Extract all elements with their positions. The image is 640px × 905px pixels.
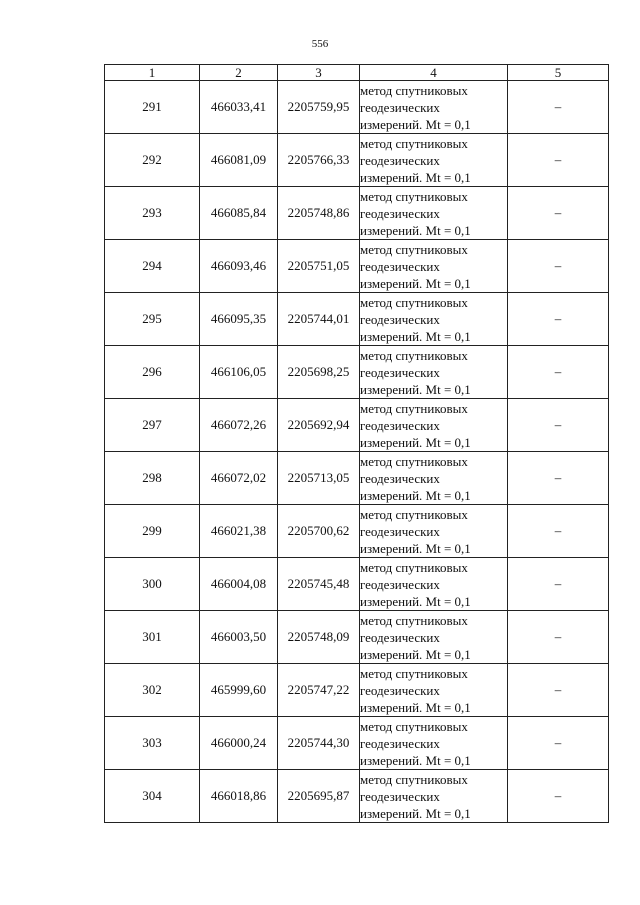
method-line: метод спутниковых — [360, 82, 468, 98]
coord-x: 466033,41 — [200, 81, 278, 134]
method-cell — [360, 717, 508, 770]
coord-x: 466021,38 — [200, 505, 278, 558]
header-col-3: 3 — [278, 65, 360, 81]
note-cell: – — [508, 81, 609, 134]
method-line: измерений. Mt = 0,1 — [360, 328, 471, 344]
method-line: измерений. Mt = 0,1 — [360, 487, 471, 503]
note-cell: – — [508, 611, 609, 664]
method-line: метод спутниковых — [360, 135, 468, 151]
table-row — [105, 399, 609, 452]
method-line: измерений. Mt = 0,1 — [360, 222, 471, 238]
method-line: геодезических — [360, 99, 440, 115]
coord-y: 2205745,48 — [278, 558, 360, 611]
coord-x: 466004,08 — [200, 558, 278, 611]
coord-y: 2205759,95 — [278, 81, 360, 134]
method-line: геодезических — [360, 682, 440, 698]
table-row — [105, 558, 609, 611]
method-cell — [360, 611, 508, 664]
method-line: метод спутниковых — [360, 506, 468, 522]
method-line: метод спутниковых — [360, 453, 468, 469]
method-line: метод спутниковых — [360, 665, 468, 681]
point-number: 297 — [105, 399, 200, 452]
method-line: геодезических — [360, 311, 440, 327]
point-number: 295 — [105, 293, 200, 346]
point-number: 291 — [105, 81, 200, 134]
method-line: измерений. Mt = 0,1 — [360, 805, 471, 821]
method-line: геодезических — [360, 576, 440, 592]
method-line: метод спутниковых — [360, 718, 468, 734]
coord-y: 2205700,62 — [278, 505, 360, 558]
point-number: 293 — [105, 187, 200, 240]
note-cell: – — [508, 399, 609, 452]
note-cell: – — [508, 717, 609, 770]
method-line: измерений. Mt = 0,1 — [360, 752, 471, 768]
point-number: 301 — [105, 611, 200, 664]
table-row — [105, 452, 609, 505]
method-line: метод спутниковых — [360, 771, 468, 787]
method-line: геодезических — [360, 735, 440, 751]
coord-y: 2205747,22 — [278, 664, 360, 717]
coord-x: 466081,09 — [200, 134, 278, 187]
header-col-2: 2 — [200, 65, 278, 81]
method-cell — [360, 81, 508, 134]
header-col-1: 1 — [105, 65, 200, 81]
coord-x: 466093,46 — [200, 240, 278, 293]
coord-y: 2205698,25 — [278, 346, 360, 399]
method-line: метод спутниковых — [360, 559, 468, 575]
method-line: измерений. Mt = 0,1 — [360, 116, 471, 132]
point-number: 298 — [105, 452, 200, 505]
coord-y: 2205692,94 — [278, 399, 360, 452]
table-header-row — [105, 65, 609, 81]
coord-y: 2205766,33 — [278, 134, 360, 187]
coordinates-table — [104, 64, 609, 823]
coord-y: 2205748,86 — [278, 187, 360, 240]
coord-x: 465999,60 — [200, 664, 278, 717]
method-cell — [360, 134, 508, 187]
coord-x: 466072,02 — [200, 452, 278, 505]
method-line: измерений. Mt = 0,1 — [360, 699, 471, 715]
method-line: измерений. Mt = 0,1 — [360, 540, 471, 556]
method-line: геодезических — [360, 364, 440, 380]
method-cell — [360, 346, 508, 399]
method-line: геодезических — [360, 417, 440, 433]
note-cell: – — [508, 770, 609, 823]
method-line: метод спутниковых — [360, 188, 468, 204]
table-body — [105, 81, 609, 823]
method-cell — [360, 240, 508, 293]
point-number: 294 — [105, 240, 200, 293]
table-row — [105, 187, 609, 240]
header-col-4: 4 — [360, 65, 508, 81]
method-line: геодезических — [360, 205, 440, 221]
coord-x: 466072,26 — [200, 399, 278, 452]
point-number: 303 — [105, 717, 200, 770]
point-number: 300 — [105, 558, 200, 611]
method-line: измерений. Mt = 0,1 — [360, 434, 471, 450]
table-row — [105, 770, 609, 823]
coord-x: 466018,86 — [200, 770, 278, 823]
method-cell — [360, 558, 508, 611]
point-number: 302 — [105, 664, 200, 717]
coord-y: 2205748,09 — [278, 611, 360, 664]
note-cell: – — [508, 452, 609, 505]
coord-y: 2205744,01 — [278, 293, 360, 346]
table-row — [105, 81, 609, 134]
coord-x: 466106,05 — [200, 346, 278, 399]
note-cell: – — [508, 293, 609, 346]
coord-y: 2205713,05 — [278, 452, 360, 505]
table-row — [105, 505, 609, 558]
method-cell — [360, 664, 508, 717]
point-number: 296 — [105, 346, 200, 399]
method-line: метод спутниковых — [360, 241, 468, 257]
note-cell: – — [508, 187, 609, 240]
method-line: измерений. Mt = 0,1 — [360, 169, 471, 185]
table-row — [105, 717, 609, 770]
note-cell: – — [508, 134, 609, 187]
method-line: геодезических — [360, 629, 440, 645]
method-line: метод спутниковых — [360, 400, 468, 416]
note-cell: – — [508, 558, 609, 611]
header-col-5: 5 — [508, 65, 609, 81]
coord-y: 2205751,05 — [278, 240, 360, 293]
coord-x: 466095,35 — [200, 293, 278, 346]
coord-x: 466000,24 — [200, 717, 278, 770]
method-line: геодезических — [360, 470, 440, 486]
coord-y: 2205695,87 — [278, 770, 360, 823]
method-cell — [360, 399, 508, 452]
method-line: геодезических — [360, 152, 440, 168]
note-cell: – — [508, 664, 609, 717]
table-row — [105, 293, 609, 346]
method-line: геодезических — [360, 258, 440, 274]
table-row — [105, 134, 609, 187]
method-cell — [360, 770, 508, 823]
method-cell — [360, 505, 508, 558]
page-number: 556 — [311, 38, 329, 50]
method-line: измерений. Mt = 0,1 — [360, 646, 471, 662]
method-line: измерений. Mt = 0,1 — [360, 381, 471, 397]
note-cell: – — [508, 346, 609, 399]
point-number: 304 — [105, 770, 200, 823]
coord-y: 2205744,30 — [278, 717, 360, 770]
method-line: метод спутниковых — [360, 612, 468, 628]
method-line: измерений. Mt = 0,1 — [360, 593, 471, 609]
method-cell — [360, 187, 508, 240]
method-line: измерений. Mt = 0,1 — [360, 275, 471, 291]
note-cell: – — [508, 240, 609, 293]
method-line: метод спутниковых — [360, 347, 468, 363]
table-row — [105, 611, 609, 664]
point-number: 299 — [105, 505, 200, 558]
note-cell: – — [508, 505, 609, 558]
method-line: метод спутниковых — [360, 294, 468, 310]
coord-x: 466085,84 — [200, 187, 278, 240]
table-row — [105, 346, 609, 399]
method-line: геодезических — [360, 788, 440, 804]
method-cell — [360, 452, 508, 505]
method-line: геодезических — [360, 523, 440, 539]
table-row — [105, 240, 609, 293]
coord-x: 466003,50 — [200, 611, 278, 664]
method-cell — [360, 293, 508, 346]
point-number: 292 — [105, 134, 200, 187]
table-row — [105, 664, 609, 717]
